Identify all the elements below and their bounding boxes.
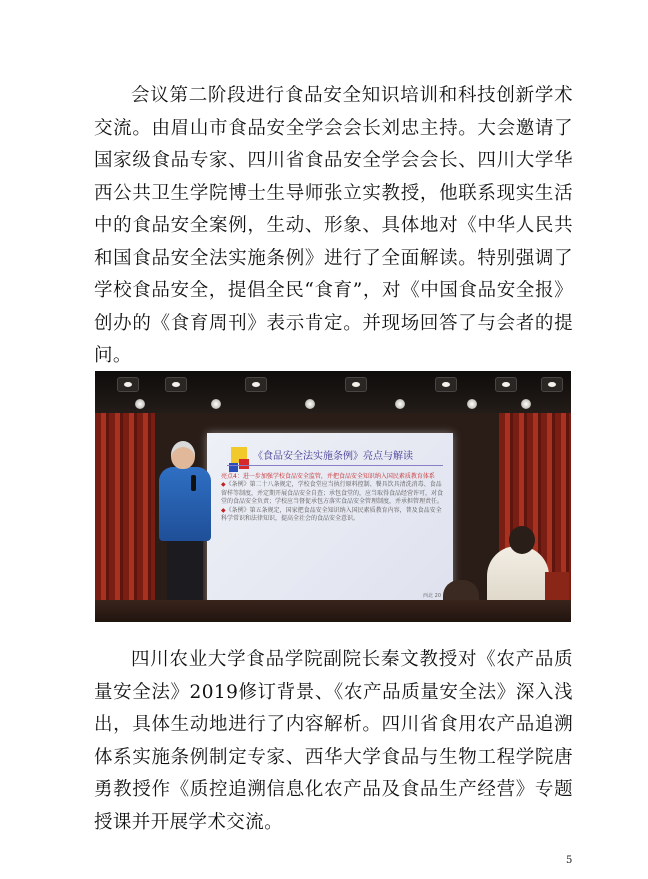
audience-head <box>509 526 535 554</box>
slide-item-1-text: 《条例》第二十八条规定，学校食堂应当执行原料控制、餐具饮具清洗消毒、食品留样等制度，并定期开展食品安全自查；承包食堂的，应当取得食品经营许可，对食堂的食品安全负责；学校应当督促承包方落实食品安全管理制度，并承担管理责任。 <box>221 481 444 506</box>
bullet-icon: ◆ <box>221 481 226 489</box>
slide-page-label: 西北 20 <box>423 593 441 599</box>
bulb-icon <box>521 399 531 409</box>
stage-light-icon <box>245 377 267 392</box>
slide-item-1 <box>221 481 443 506</box>
body-paragraph-1: 会议第二阶段进行食品安全知识培训和科技创新学术交流。由眉山市食品安全学会会长刘忠主持。大会邀请了国家级食品专家、四川省食品安全学会会长、四川大学华西公共卫生学院博士生导师张立实教授，他联系现实生活中的食品安全案例，生动、形象、具体地对《中华人民共和国食品安全法实施条例》进行了全面解读。特别强调了学校食品安全，提倡全民“食育”，对《中国食品安全报》创办的《食育周刊》表示肯定。并现场回答了与会者的提问。 <box>94 85 573 366</box>
stage-floor <box>95 600 571 622</box>
ceiling <box>95 371 571 413</box>
stage-light-icon <box>165 377 187 392</box>
slide-body <box>221 473 443 523</box>
bulb-icon <box>395 399 405 409</box>
conference-photo <box>95 371 571 622</box>
body-paragraph-2: 四川农业大学食品学院副院长秦文教授对《农产品质量安全法》2019修订背景、《农产品质量安全法》深入浅出，具体生动地进行了内容解析。四川省食用农产品追溯体系实施条例制定专家、西华大学食品与生物工程学院唐勇教授作《质控追溯信息化农产品及食品生产经营》专题授课并开展学术交流。 <box>94 649 573 833</box>
left-curtain <box>95 413 155 622</box>
slide-title: 《食品安全法实施条例》亮点与解读 <box>253 451 413 462</box>
speaker-head <box>171 441 195 469</box>
page-number: 5 <box>566 855 573 866</box>
stage-light-icon <box>117 377 139 392</box>
slide-deco-square <box>239 459 249 469</box>
stage-light-icon <box>435 377 457 392</box>
presentation-slide <box>207 433 453 605</box>
microphone-icon <box>191 475 196 491</box>
slide-item-2-text: 《条例》第五条规定，国家把食品安全知识纳入国民素质教育内容，普及食品安全科学常识和法律知识，提高全社会的食品安全意识。 <box>221 506 442 523</box>
speaker-figure <box>157 441 217 622</box>
bulb-icon <box>211 399 221 409</box>
stage-light-icon <box>495 377 517 392</box>
slide-divider <box>227 465 443 466</box>
slide-point: 亮点4：进一步加强学校食品安全监管，并把食品安全知识纳入国民素质教育体系 <box>221 473 435 480</box>
bullet-icon: ◆ <box>221 506 226 514</box>
speaker-shirt <box>159 467 211 541</box>
stage-light-icon <box>541 377 563 392</box>
stage-light-icon <box>345 377 367 392</box>
slide-item-2 <box>221 507 443 524</box>
bulb-icon <box>135 399 145 409</box>
bulb-icon <box>467 399 477 409</box>
bulb-icon <box>305 399 315 409</box>
